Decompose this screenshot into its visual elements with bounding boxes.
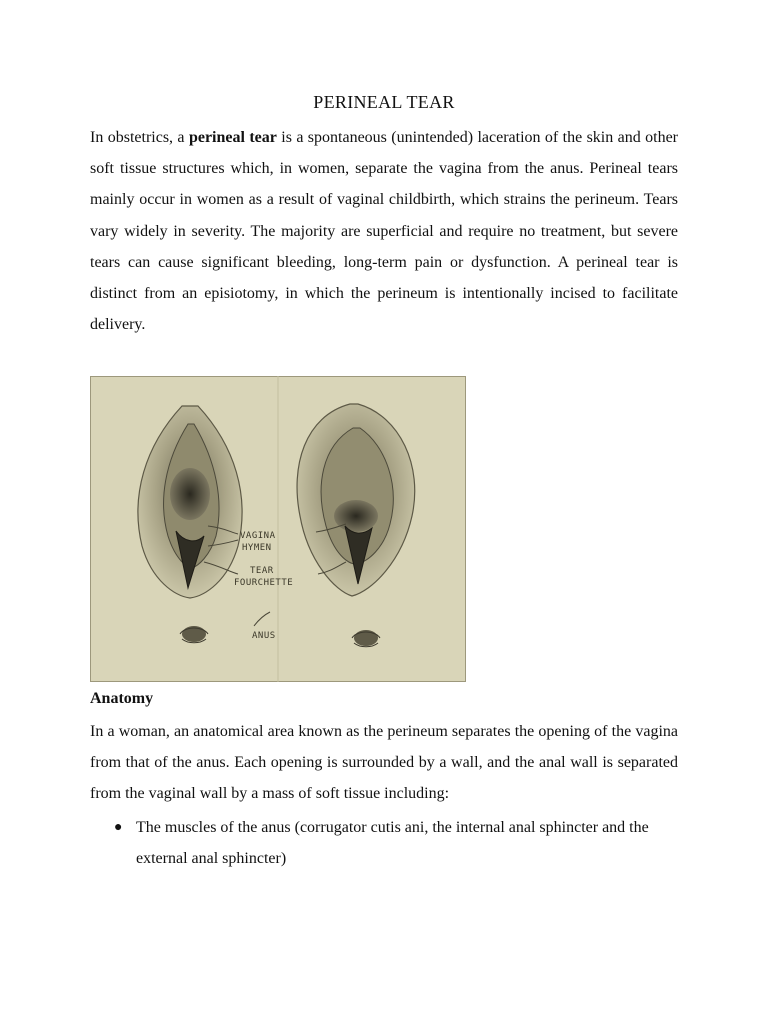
bullet-text: The muscles of the anus (corrugator cutis ani, the internal anal sphincter and the external anal sphincter) <box>136 819 649 868</box>
bullet-icon: ● <box>114 820 123 835</box>
intro-lead: In obstetrics, a <box>90 129 189 146</box>
intro-term: perineal tear <box>188 129 277 146</box>
label-fourchette: FOURCHETTE <box>234 578 294 588</box>
anatomy-heading: Anatomy <box>90 690 154 707</box>
label-hymen: HYMEN <box>242 543 272 553</box>
anatomical-illustration <box>90 376 466 682</box>
label-vagina: VAGINA <box>240 531 276 541</box>
anatomy-bullet-list <box>90 812 678 874</box>
intro-body: is a spontaneous (unintended) laceration of the skin and other soft tissue structures which, in women, separate the vagina from the anus. Perineal tears mainly occur in women as a result of vaginal childbirth, which strains the perineum. Tears vary widely in severity. The majority are superficial and require no treatment, but severe tears can cause significant bleeding, long-term pain or dysfunction. A perineal tear is distinct from an episiotomy, in which the perineum is intentionally incised to facilitate delivery. <box>90 129 679 334</box>
right-vaginal-opening <box>334 500 378 532</box>
intro-paragraph <box>90 122 678 340</box>
page-title: PERINEAL TEAR <box>313 92 455 112</box>
anatomy-paragraph: In a woman, an anatomical area known as the perineum separates the opening of the vagina from that of the anus. Each opening is surrounded by a wall, and the anal wall is separated from the vaginal wall by a mass of soft tissue including: <box>90 723 678 803</box>
illustration-drawing <box>90 376 466 682</box>
label-anus: ANUS <box>252 631 276 641</box>
label-tear: TEAR <box>250 566 274 576</box>
list-item <box>90 812 678 874</box>
left-vaginal-opening <box>170 468 210 520</box>
